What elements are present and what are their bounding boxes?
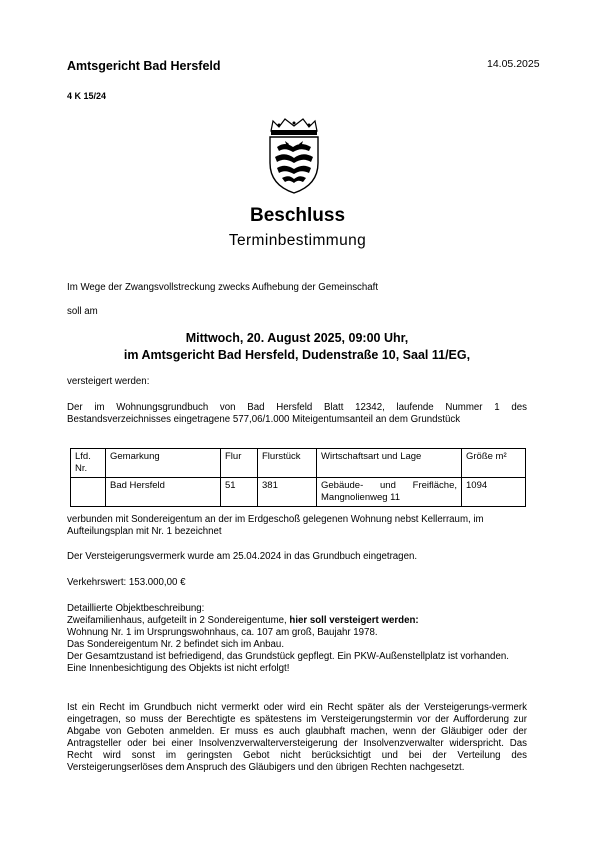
details-line: Wohnung Nr. 1 im Ursprungswohnhaus, ca. 107 am groß, Baujahr 1978.	[67, 627, 378, 638]
details-line: Der Gesamtzustand ist befriedigend, das Grundstück gepflegt. Ein PKW-Außenstellplatz ist vorhanden.	[67, 651, 509, 662]
details-line	[67, 615, 527, 627]
court-name: Amtsgericht Bad Hersfeld	[67, 59, 221, 73]
termin-location-line: im Amtsgericht Bad Hersfeld, Dudenstraße 10, Saal 11/EG,	[123, 348, 471, 362]
hessen-coat-of-arms-icon	[263, 117, 325, 195]
table-header-cell: Wirtschaftsart und Lage	[317, 449, 462, 478]
termin-date-line: Mittwoch, 20. August 2025, 09:00 Uhr,	[185, 331, 409, 345]
details-line-normal: Zweifamilienhaus, aufgeteilt in 2 Sondereigentume,	[67, 615, 290, 626]
details-line-bold: hier soll versteigert werden:	[289, 615, 419, 626]
vermerk-text: Der Versteigerungsvermerk wurde am 25.04.2024 in das Grundbuch eingetragen.	[67, 551, 418, 562]
table-cell: Bad Hersfeld	[106, 478, 221, 507]
soll-am-text: soll am	[67, 306, 98, 317]
table-header-cell: Gemarkung	[106, 449, 221, 478]
table-cell: 51	[221, 478, 258, 507]
details-line: Eine Innenbesichtigung des Objekts ist nicht erfolgt!	[67, 663, 290, 674]
table-cell: 381	[258, 478, 317, 507]
document-title: Beschluss	[249, 205, 346, 226]
object-description: Der im Wohnungsgrundbuch von Bad Hersfeld Blatt 12342, laufende Nummer 1 des Bestandsverzeichnisses eingetragene 577,06/1.000 Miteigentumsanteil an dem Grundstück	[67, 402, 527, 425]
case-number: 4 K 15/24	[67, 91, 107, 101]
table-cell	[71, 478, 106, 507]
details-heading: Detaillierte Objektbeschreibung:	[67, 603, 205, 614]
table-row	[71, 478, 526, 507]
table-header-cell: Flurstück	[258, 449, 317, 478]
table-header-row	[71, 449, 526, 478]
termin-block	[67, 330, 527, 364]
legal-notice: Ist ein Recht im Grundbuch nicht vermerkt oder wird ein Recht später als der Versteigerungs-vermerk eingetragen, so muss der Berechtigte es spätestens im Versteigerungstermin vor der Aufforderung zur Abgabe von Geboten anmelden. Er muss es auch glaubhaft machen, wenn der Gläubiger oder der Antragsteller oder bei einer Insolvenzverwalterversteigerung der Insolvenzverwalter widerspricht. Das Recht wird sonst im geringsten Gebot nicht berücksichtigt und bei der Verteilung des Versteigerungserlöses dem Anspruch des Gläubigers und den übrigen Rechten nachgesetzt.	[67, 702, 527, 773]
table-header-cell: Flur	[221, 449, 258, 478]
table-header-cell: Lfd. Nr.	[71, 449, 106, 478]
verkehrswert-text: Verkehrswert: 153.000,00 €	[67, 577, 186, 588]
table-header-cell: Größe m²	[462, 449, 526, 478]
table-cell: Gebäude- und Freifläche, Mangnolienweg 11	[317, 478, 462, 507]
property-table	[70, 448, 526, 507]
table-cell: 1094	[462, 478, 526, 507]
sondereigentum-text: verbunden mit Sondereigentum an der im Erdgeschoß gelegenen Wohnung nebst Kellerraum, im Aufteilungsplan mit Nr. 1 bezeichnet	[67, 514, 484, 537]
object-details	[67, 603, 527, 675]
versteigert-text: versteigert werden:	[67, 376, 150, 387]
document-subtitle: Terminbestimmung	[228, 232, 367, 249]
intro-text: Im Wege der Zwangsvollstreckung zwecks Aufhebung der Gemeinschaft	[67, 282, 379, 293]
document-date: 14.05.2025	[487, 58, 540, 70]
details-line: Das Sondereigentum Nr. 2 befindet sich im Anbau.	[67, 639, 285, 650]
